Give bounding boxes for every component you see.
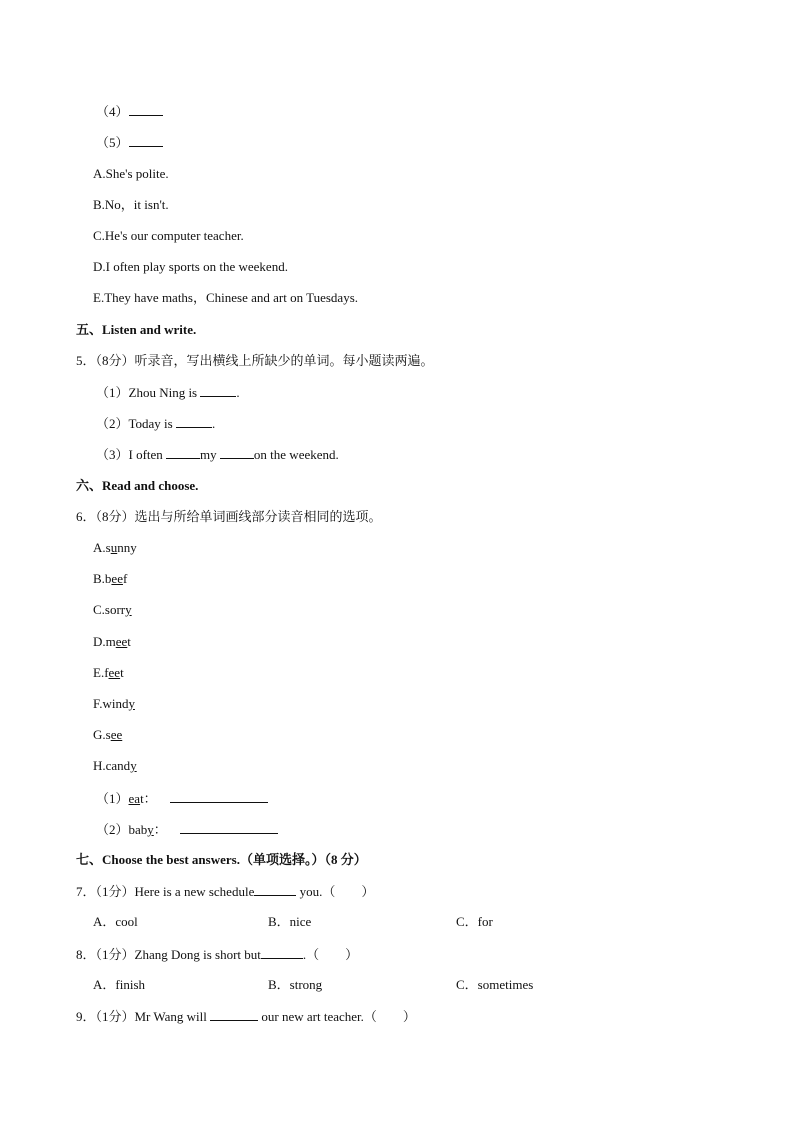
section-heading-5: 五、Listen and write. <box>76 322 197 337</box>
q5-item-2-blank[interactable] <box>176 415 212 428</box>
word-d-post: t <box>127 634 131 649</box>
q6-item-1-blank[interactable] <box>170 790 268 803</box>
word-h-pre: H.cand <box>93 758 131 773</box>
q5-item-3-mid: my <box>200 447 220 462</box>
word-c-pre: C.sorr <box>93 602 126 617</box>
word-option-f <box>93 696 135 712</box>
question-7-blank[interactable] <box>254 883 296 896</box>
word-b-pre: B.b <box>93 571 112 586</box>
word-option-h <box>93 758 137 774</box>
word-option-e <box>93 665 124 681</box>
option-c: C.He's our computer teacher. <box>93 228 244 243</box>
word-d-pre: D.m <box>93 634 116 649</box>
question-9-blank[interactable] <box>210 1008 258 1021</box>
word-c-underlined: y <box>125 602 132 617</box>
word-b-post: f <box>122 571 128 586</box>
word-option-d <box>93 634 131 650</box>
q5-item-2-end: . <box>211 416 216 431</box>
q7-option-c[interactable]: C．for <box>456 914 493 929</box>
question-8-end: .（ ） <box>302 947 359 962</box>
q6-item-2-colon: ： <box>153 822 167 837</box>
word-option-a <box>93 540 137 556</box>
word-f-pre: F.wind <box>93 696 129 711</box>
question-9-text: 9．（1分）Mr Wang will <box>76 1009 211 1024</box>
answer-blank-5[interactable] <box>129 134 163 147</box>
word-d-underlined: ee <box>115 634 128 649</box>
word-e-post: t <box>120 665 124 680</box>
q7-option-b[interactable]: B．nice <box>268 914 312 929</box>
q6-item-1-colon: t： <box>140 791 157 806</box>
q5-item-1-text: （1）Zhou Ning is <box>96 385 201 400</box>
q8-option-b[interactable]: B．strong <box>268 977 323 992</box>
question-8 <box>76 946 358 963</box>
q6-item-2-blank[interactable] <box>180 821 278 834</box>
q8-option-c[interactable]: C．sometimes <box>456 977 534 992</box>
question-8-blank[interactable] <box>261 946 303 959</box>
q5-item-1-end: . <box>236 385 240 400</box>
q5-item-3-blank-1[interactable] <box>166 446 200 459</box>
q6-item-1-num: （1） <box>96 791 129 806</box>
word-a-underlined: u <box>110 540 118 555</box>
answer-number-4: （4） <box>96 104 129 119</box>
q7-option-a[interactable]: A．cool <box>93 914 138 929</box>
word-option-g <box>93 727 122 743</box>
word-h-underlined: y <box>130 758 137 773</box>
q5-item-3-text: （3）I often <box>96 447 167 462</box>
q6-item-2-underlined: y <box>147 822 154 837</box>
question-7-end: you.（ ） <box>296 884 375 899</box>
answer-blank-4[interactable] <box>129 103 163 116</box>
section-heading-6: 六、Read and choose. <box>76 478 199 493</box>
question-7 <box>76 883 374 900</box>
option-b: B.No，it isn't. <box>93 197 169 212</box>
option-d: D.I often play sports on the weekend. <box>93 259 288 274</box>
word-b-underlined: ee <box>111 571 123 586</box>
q8-option-a[interactable]: A．finish <box>93 977 146 992</box>
word-f-underlined: y <box>128 696 135 711</box>
word-a-post: nny <box>117 540 137 555</box>
word-option-b <box>93 571 127 587</box>
section-heading-7: 七、Choose the best answers.（单项选择。）（8 分） <box>76 852 367 867</box>
word-e-underlined: ee <box>108 665 121 680</box>
q6-item-1-underlined: ea <box>128 791 141 806</box>
question-9 <box>76 1008 416 1025</box>
q6-item-2 <box>96 821 278 838</box>
q5-item-2-text: （2）Today is <box>96 416 176 431</box>
question-8-text: 8．（1分）Zhang Dong is short but <box>76 947 261 962</box>
question-9-end: our new art teacher.（ ） <box>258 1009 416 1024</box>
q5-item-3-blank-2[interactable] <box>220 446 254 459</box>
option-e: E.They have maths，Chinese and art on Tuesdays. <box>93 290 359 305</box>
word-a-pre: A.s <box>93 540 111 555</box>
q5-item-1 <box>96 384 240 401</box>
q6-item-2-num: （2）bab <box>96 822 148 837</box>
q5-item-3 <box>96 446 339 463</box>
answer-line-5 <box>96 134 163 151</box>
option-a: A.She's polite. <box>93 166 169 181</box>
question-6: 6．（8分）选出与所给单词画线部分读音相同的选项。 <box>76 509 382 524</box>
word-option-c <box>93 602 132 618</box>
q5-item-2 <box>96 415 215 432</box>
answer-number-5: （5） <box>96 135 129 150</box>
question-7-text: 7．（1分）Here is a new schedule <box>76 884 255 899</box>
question-5: 5．（8分）听录音，写出横线上所缺少的单词。每小题读两遍。 <box>76 353 434 368</box>
word-g-underlined: ee <box>110 727 123 742</box>
q5-item-3-end: on the weekend. <box>253 447 339 462</box>
word-e-pre: E.f <box>93 665 109 680</box>
answer-line-4 <box>96 103 163 120</box>
q6-item-1 <box>96 790 268 807</box>
word-g-pre: G.s <box>93 727 111 742</box>
q5-item-1-blank[interactable] <box>200 384 236 397</box>
